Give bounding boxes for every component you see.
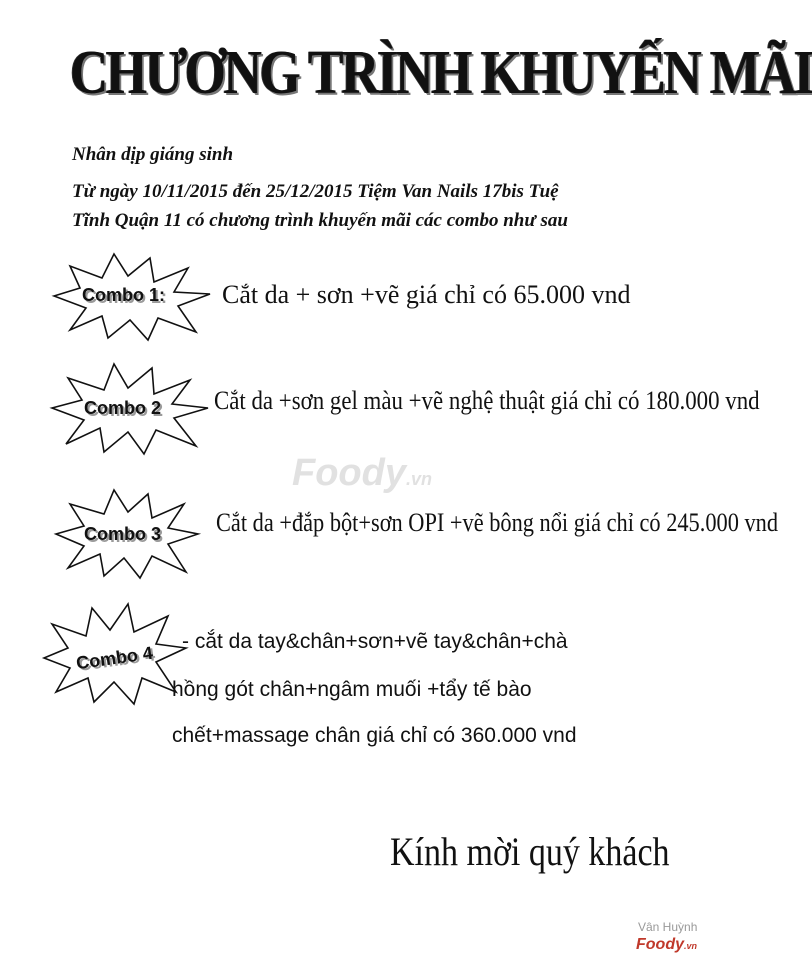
combo-4-description-line-3: chết+massage chân giá chỉ có 360.000 vnd bbox=[172, 724, 577, 747]
closing-invitation: Kính mời quý khách bbox=[390, 829, 670, 874]
combo-3-description: Cắt da +đắp bột+sơn OPI +vẽ bông nổi giá chỉ có 245.000 vnd bbox=[216, 508, 779, 537]
intro-occasion: Nhân dịp giáng sinh bbox=[72, 144, 234, 165]
intro-location: Tĩnh Quận 11 có chương trình khuyến mãi các combo như sau bbox=[72, 210, 568, 231]
combo-2-label: Combo 2 bbox=[84, 398, 162, 418]
combo-1-description: Cắt da + sơn +vẽ giá chỉ có 65.000 vnd bbox=[222, 280, 631, 309]
promotion-title: CHƯƠNG TRÌNH KHUYẾN MÃI bbox=[70, 39, 812, 107]
combo-4-label: Combo 4 bbox=[74, 642, 154, 674]
combo-3-label: Combo 3 bbox=[84, 524, 162, 544]
combo-4-description-line-1: - cắt da tay&chân+sơn+vẽ tay&chân+chà bbox=[182, 630, 568, 653]
combo-2-description: Cắt da +sơn gel màu +vẽ nghệ thuật giá chỉ có 180.000 vnd bbox=[214, 386, 760, 415]
foody-logo: Foody.vn bbox=[636, 936, 698, 953]
combo-1-label: Combo 1: bbox=[82, 285, 165, 305]
uploader-name: Vân Huỳnh bbox=[638, 920, 698, 934]
foody-watermark: Foody.vn bbox=[292, 452, 432, 494]
intro-dates: Từ ngày 10/11/2015 đến 25/12/2015 Tiệm Van Nails 17bis Tuệ bbox=[72, 181, 559, 202]
combo-4-description-line-2: hồng gót chân+ngâm muối +tẩy tế bào bbox=[172, 678, 532, 701]
